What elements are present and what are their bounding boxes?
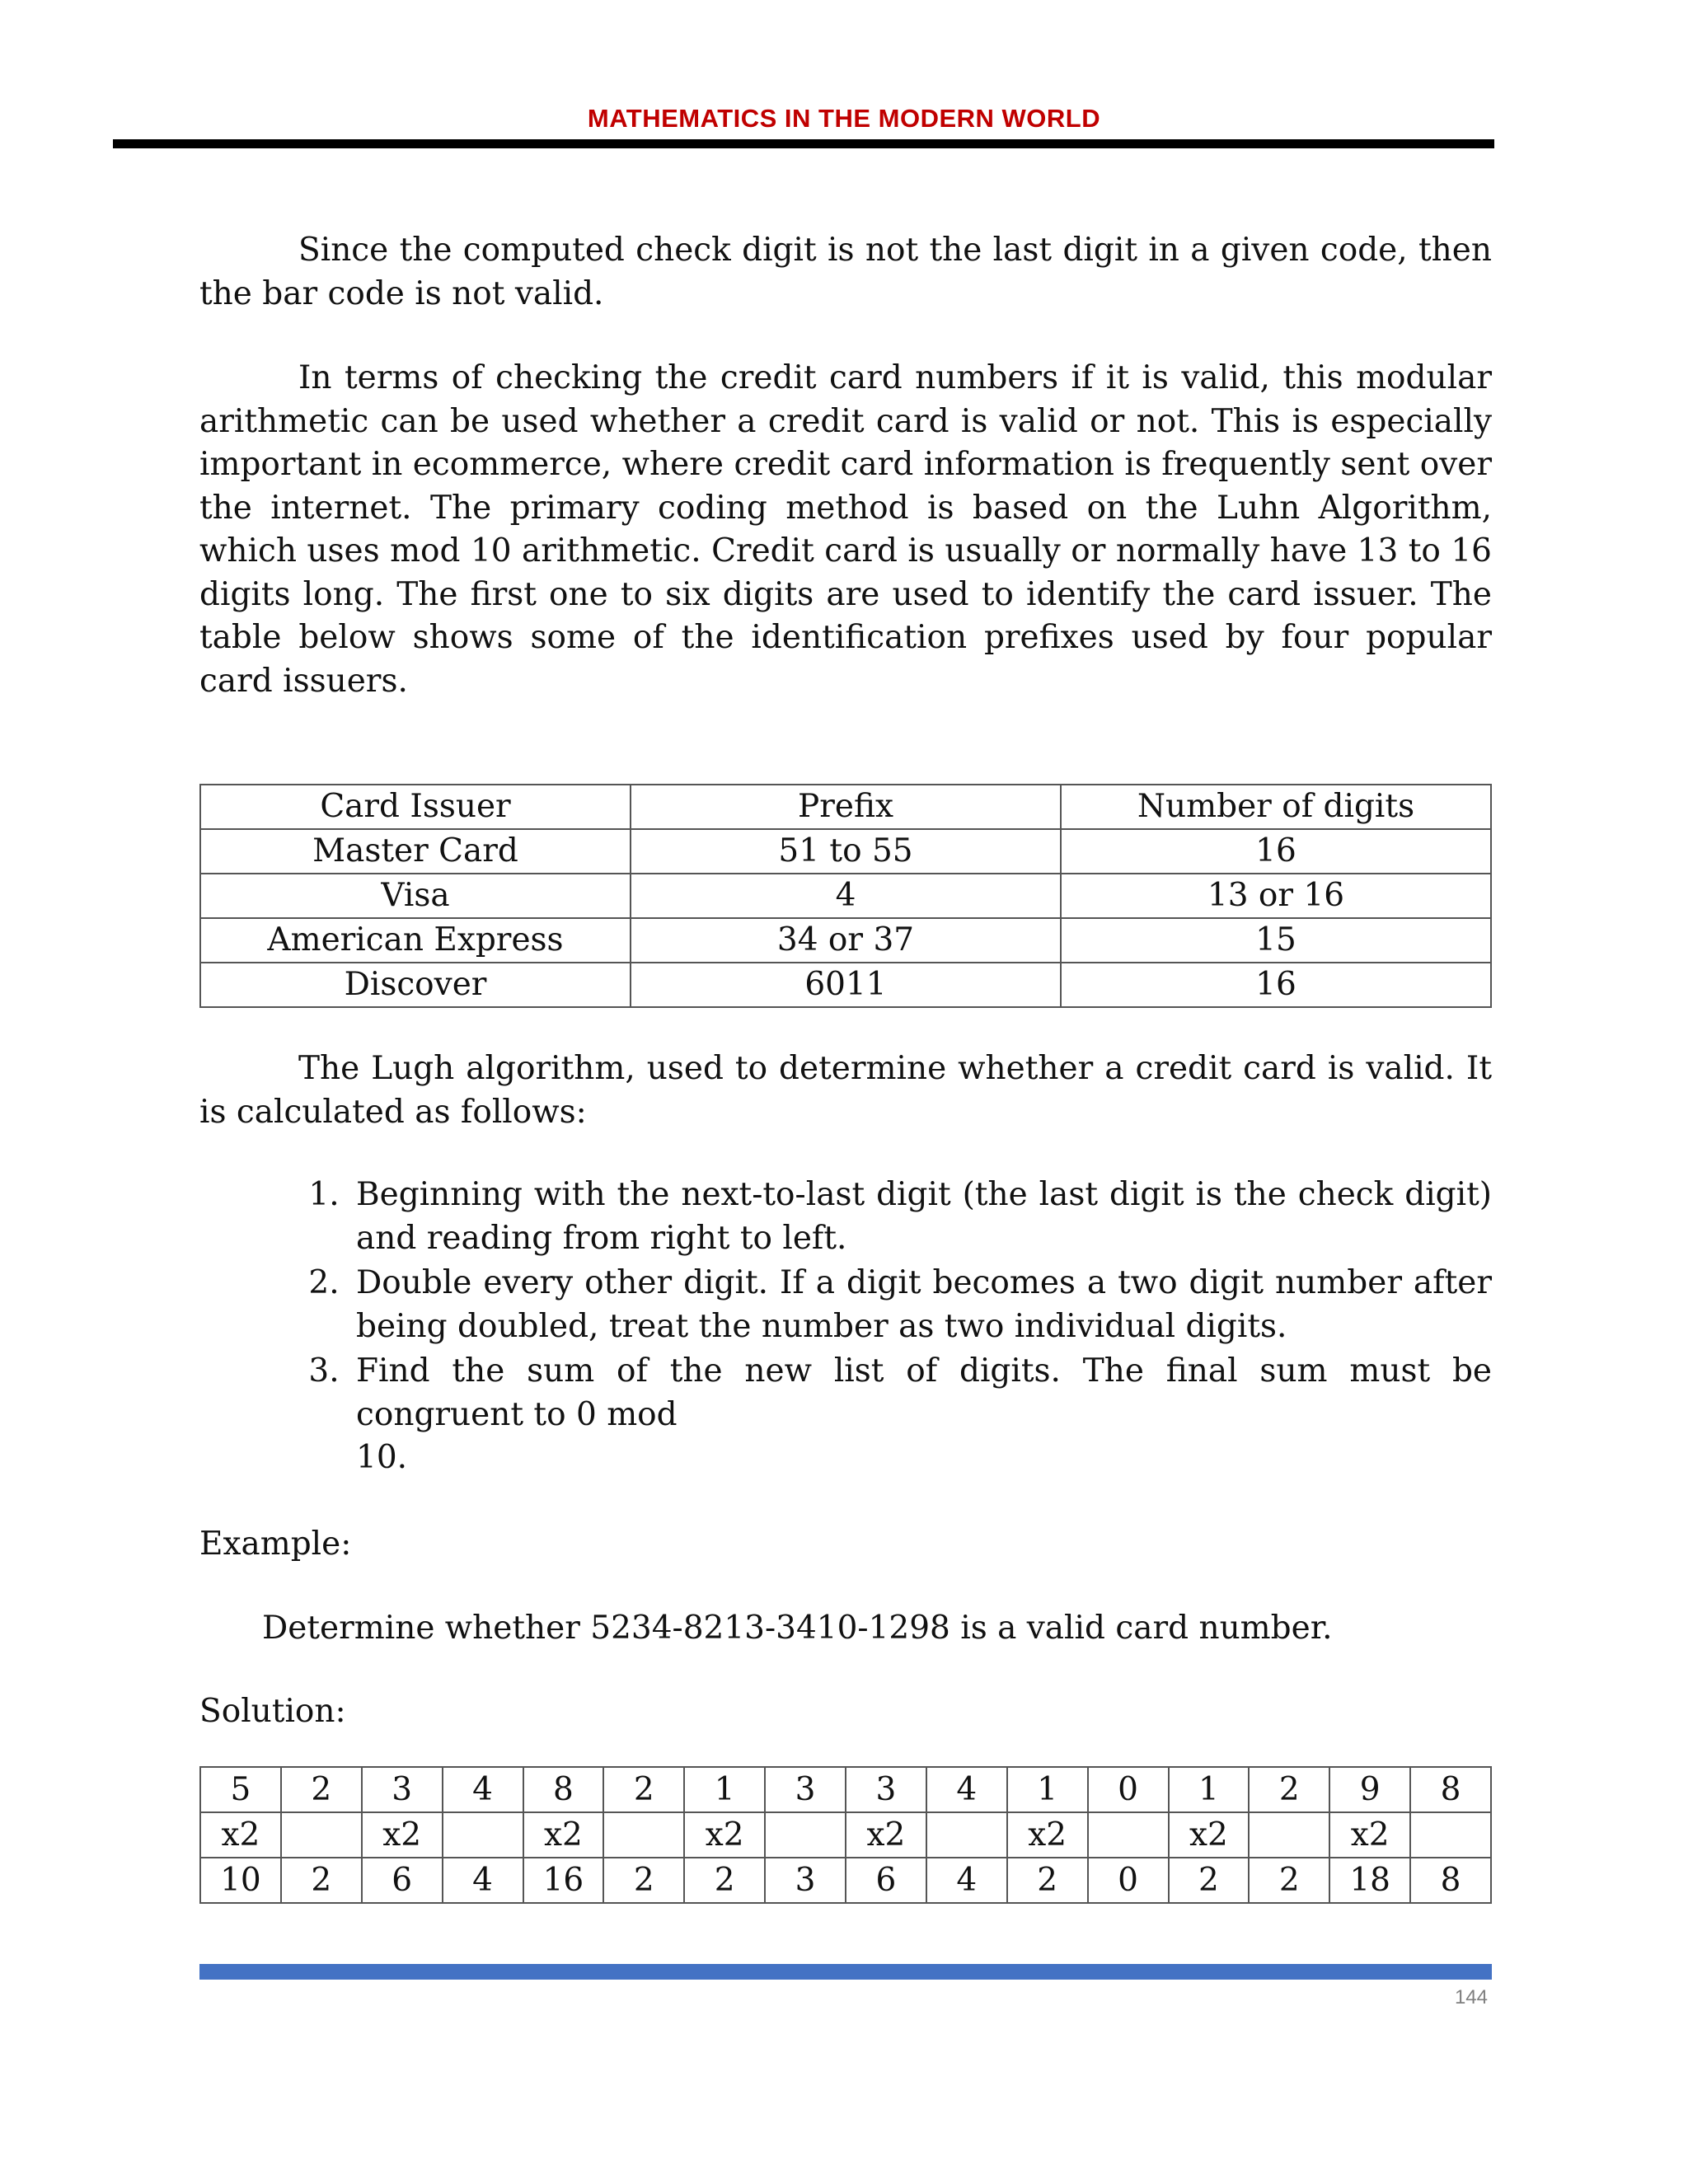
table-cell: American Express xyxy=(200,918,631,963)
digit-cell: 2 xyxy=(1249,1767,1329,1812)
table-header-cell: Prefix xyxy=(631,785,1061,829)
digit-cell: 1 xyxy=(1007,1767,1088,1812)
multiplier-cell: x2 xyxy=(1169,1812,1250,1858)
table-header-row xyxy=(200,785,1491,829)
example-question: Determine whether 5234-8213-3410-1298 is a valid card number. xyxy=(262,1610,1333,1647)
result-cell: 2 xyxy=(1007,1858,1088,1903)
digit-cell: 0 xyxy=(1088,1767,1169,1812)
table-cell: 6011 xyxy=(631,963,1061,1007)
digit-cell: 2 xyxy=(603,1767,684,1812)
table-row xyxy=(200,874,1491,918)
result-cell: 2 xyxy=(281,1858,362,1903)
result-cell: 6 xyxy=(846,1858,926,1903)
result-cell: 0 xyxy=(1088,1858,1169,1903)
footer-bar xyxy=(199,1964,1492,1980)
page-number: 144 xyxy=(1454,1986,1488,2008)
digit-cell: 4 xyxy=(443,1767,523,1812)
table-cell: 16 xyxy=(1061,963,1491,1007)
result-cell: 3 xyxy=(765,1858,846,1903)
digits-row xyxy=(200,1767,1491,1812)
result-cell: 4 xyxy=(926,1858,1007,1903)
multiplier-cell xyxy=(603,1812,684,1858)
luhn-digit-table xyxy=(199,1766,1492,1904)
table-cell: 15 xyxy=(1061,918,1491,963)
multiplier-cell: x2 xyxy=(1329,1812,1410,1858)
table-header-cell: Card Issuer xyxy=(200,785,631,829)
table-cell: 13 or 16 xyxy=(1061,874,1491,918)
table-cell: 16 xyxy=(1061,829,1491,874)
page-body xyxy=(199,229,1492,1904)
result-cell: 18 xyxy=(1329,1858,1410,1903)
page-header-title: MATHEMATICS IN THE MODERN WORLD xyxy=(587,104,1101,133)
list-item: 2. Double every other digit. If a digit becomes a two digit number after being doubled, treat the number as two individual digits. xyxy=(349,1262,1492,1348)
list-item: 3. Find the sum of the new list of digits. The final sum must be congruent to 0 mod 10. xyxy=(349,1350,1492,1480)
table-cell: 51 to 55 xyxy=(631,829,1061,874)
result-cell: 2 xyxy=(1249,1858,1329,1903)
multiplier-cell: x2 xyxy=(684,1812,765,1858)
table-row xyxy=(200,963,1491,1007)
header-rule xyxy=(113,139,1494,148)
table-cell: Discover xyxy=(200,963,631,1007)
multiplier-cell xyxy=(281,1812,362,1858)
digit-cell: 8 xyxy=(1410,1767,1491,1812)
multiplier-cell xyxy=(765,1812,846,1858)
result-cell: 4 xyxy=(443,1858,523,1903)
result-cell: 2 xyxy=(1169,1858,1250,1903)
table-row xyxy=(200,829,1491,874)
multiplier-cell: x2 xyxy=(523,1812,604,1858)
digit-cell: 3 xyxy=(765,1767,846,1812)
multiplier-cell xyxy=(443,1812,523,1858)
results-row xyxy=(200,1858,1491,1903)
result-cell: 6 xyxy=(362,1858,443,1903)
digit-cell: 2 xyxy=(281,1767,362,1812)
result-cell: 2 xyxy=(684,1858,765,1903)
multiplier-cell: x2 xyxy=(362,1812,443,1858)
algorithm-steps-list xyxy=(199,1174,1492,1480)
multiplier-cell xyxy=(1410,1812,1491,1858)
table-row xyxy=(200,918,1491,963)
result-cell: 16 xyxy=(523,1858,604,1903)
multiplier-row xyxy=(200,1812,1491,1858)
digit-cell: 8 xyxy=(523,1767,604,1812)
digit-cell: 3 xyxy=(846,1767,926,1812)
digit-cell: 4 xyxy=(926,1767,1007,1812)
digit-cell: 5 xyxy=(200,1767,281,1812)
digit-cell: 3 xyxy=(362,1767,443,1812)
multiplier-cell xyxy=(1249,1812,1329,1858)
digit-cell: 9 xyxy=(1329,1767,1410,1812)
list-item: 1. Beginning with the next-to-last digit (the last digit is the check digit) and reading from right to left. xyxy=(349,1174,1492,1260)
multiplier-cell: x2 xyxy=(846,1812,926,1858)
table-header-cell: Number of digits xyxy=(1061,785,1491,829)
card-issuer-table xyxy=(199,784,1492,1008)
paragraph-lugh-algorithm: The Lugh algorithm, used to determine whether a credit card is valid. It is calculated as follows: xyxy=(199,1050,1492,1131)
table-cell: 4 xyxy=(631,874,1061,918)
digit-cell: 1 xyxy=(684,1767,765,1812)
paragraph-credit-card-intro: In terms of checking the credit card numbers if it is valid, this modular arithmetic can be used whether a credit card is valid or not. This is especially important in ecommerce, where credit card information is frequently sent over the internet. The primary coding method is based on the Luhn Algorithm, which uses mod 10 arithmetic. Credit card is usually or normally have 13 to 16 digits long. The first one to six digits are used to identify the card issuer. The table below shows some of the identification prefixes used by four popular card issuers. xyxy=(199,359,1492,700)
multiplier-cell: x2 xyxy=(200,1812,281,1858)
multiplier-cell xyxy=(926,1812,1007,1858)
table-cell: Visa xyxy=(200,874,631,918)
solution-label: Solution: xyxy=(199,1692,346,1730)
table-cell: Master Card xyxy=(200,829,631,874)
result-cell: 2 xyxy=(603,1858,684,1903)
multiplier-cell: x2 xyxy=(1007,1812,1088,1858)
example-label: Example: xyxy=(199,1525,352,1563)
paragraph-barcode-conclusion: Since the computed check digit is not the last digit in a given code, then the bar code is not valid. xyxy=(199,232,1492,312)
digit-cell: 1 xyxy=(1169,1767,1250,1812)
result-cell: 10 xyxy=(200,1858,281,1903)
table-cell: 34 or 37 xyxy=(631,918,1061,963)
result-cell: 8 xyxy=(1410,1858,1491,1903)
multiplier-cell xyxy=(1088,1812,1169,1858)
